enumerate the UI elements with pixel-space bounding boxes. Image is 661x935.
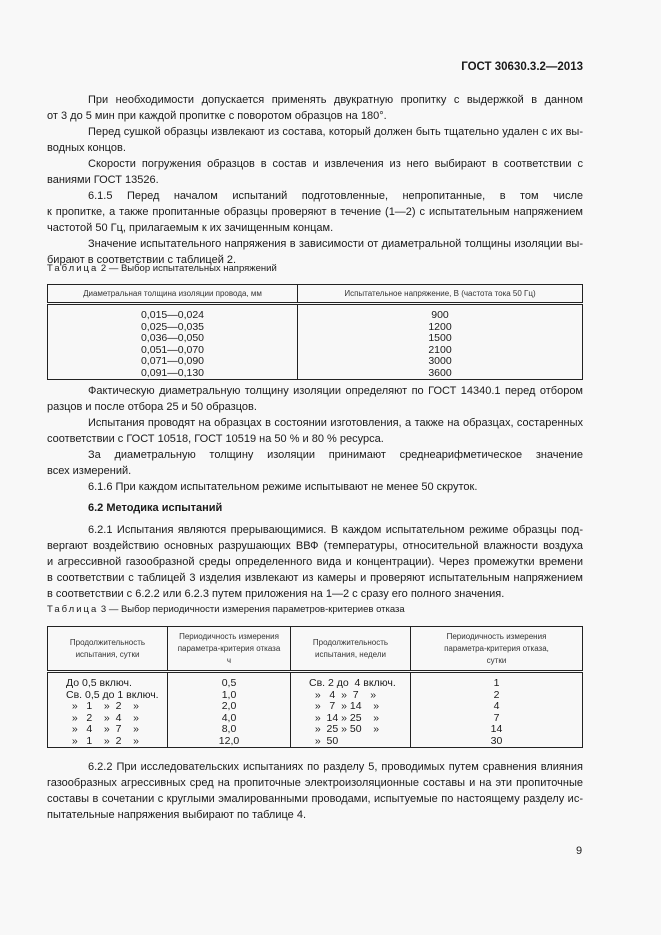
- document-header: ГОСТ 30630.3.2—2013: [461, 61, 583, 73]
- page-number: 9: [576, 845, 583, 857]
- table-column-period-days: 1 2 4 7 14 30: [411, 672, 583, 748]
- table-header: Периодичность измерения параметра-критерия отказа, сутки: [411, 627, 583, 672]
- paragraph-6-2-2: 6.2.2 При исследовательских испытаниях по разделу 5, проводимых путем сравнения влияния газообразных агрессивных сред на пропиточные электроизоляционные составы и на эти пропиточные составы в сочетании с круглыми эмалированными проводами, испытуемые по настоящему разделу ис- пытательные напряжения выбирают по таблице 4.: [47, 761, 583, 821]
- paragraph-measurements: Фактическую диаметральную толщину изоляции определяют по ГОСТ 14340.1 перед отбором разцов и после отбора 25 и 50 образцов. Испытания проводят на образцах в состоянии изготовления, а также на образцах, состаренных соответствии с ГОСТ 10518, ГОСТ 10519 на 50 % и 80 % ресурса. За диаметральную толщину изоляции принимают среднеарифметическое значение всех измерений. 6.1.6 При каждом испытательном режиме испытывают не менее 50 скруток. 6.2 Методика испытаний 6.2.1 Испытания являются прерывающимися. В каждом испытательном режиме образцы под- вергают воздействию основных разрушающих ВВФ (температуры, относительной влажности воздуха и агрессивной газообразной среды определенного вида и концентрации). Через промежутки времени в соответствии с таблицей 3 изделия извлекают из камеры и проверяют испытательным напряжением в соответствии с 6.2.2 или 6.2.3 путем приложения на 1—2 с сразу его полного значения.: [47, 385, 583, 600]
- table-header: Испытательное напряжение, В (частота тока 50 Гц): [298, 285, 583, 304]
- table-2: [47, 284, 583, 380]
- section-heading: 6.2 Методика испытаний: [88, 502, 223, 514]
- table-column-period-hours: 0,5 1,0 2,0 4,0 8,0 12,0: [168, 672, 291, 748]
- table-2-caption: Таблица 2 — Выбор испытательных напряжений: [47, 263, 277, 274]
- table-column-duration-days: До 0,5 включ. Св. 0,5 до 1 включ. » 1 » 2 » » 2 » 4 » » 4 » 7 » » 1 » 2 »: [48, 672, 168, 748]
- table-column-thickness: 0,015—0,024 0,025—0,035 0,036—0,050 0,051—0,070 0,071—0,090 0,091—0,130: [48, 304, 298, 380]
- table-3-caption: Таблица 3 — Выбор периодичности измерения параметров-критериев отказа: [47, 604, 405, 615]
- table-header: Периодичность измерения параметра-критерия отказа ч: [168, 627, 291, 672]
- table-3: [47, 626, 583, 748]
- table-header: Продолжительность испытания, недели: [291, 627, 411, 672]
- table-header: Продолжительность испытания, сутки: [48, 627, 168, 672]
- table-column-voltage: 900 1200 1500 2100 3000 3600: [298, 304, 583, 380]
- table-header: Диаметральная толщина изоляции провода, мм: [48, 285, 298, 304]
- table-column-duration-weeks: Св. 2 до 4 включ. » 4 » 7 » » 7 » 14 » » 14 » 25 » » 25 » 50 » » 50: [291, 672, 411, 748]
- paragraph-double-impregnation: При необходимости допускается применять двукратную пропитку с выдержкой в данном от 3 до 5 мин при каждой пропитке с поворотом образцов на 180°. Перед сушкой образцы извлекают из состава, который должен быть тщательно удален с их вы- водных концов. Скорости погружения образцов в состав и извлечения из него выбирают в соответствии с ваниями ГОСТ 13526. 6.1.5 Перед началом испытаний подготовленные, непропитанные, в том числе к пропитке, а также пропитанные образцы проверяют в течение (1—2) с испытательным напряжением частотой 50 Гц, прилагаемым к их зачищенным концам. Значение испытательного напряжения в зависимости от диаметральной толщины изоляции вы- бирают в соответствии с таблицей 2.: [47, 94, 583, 266]
